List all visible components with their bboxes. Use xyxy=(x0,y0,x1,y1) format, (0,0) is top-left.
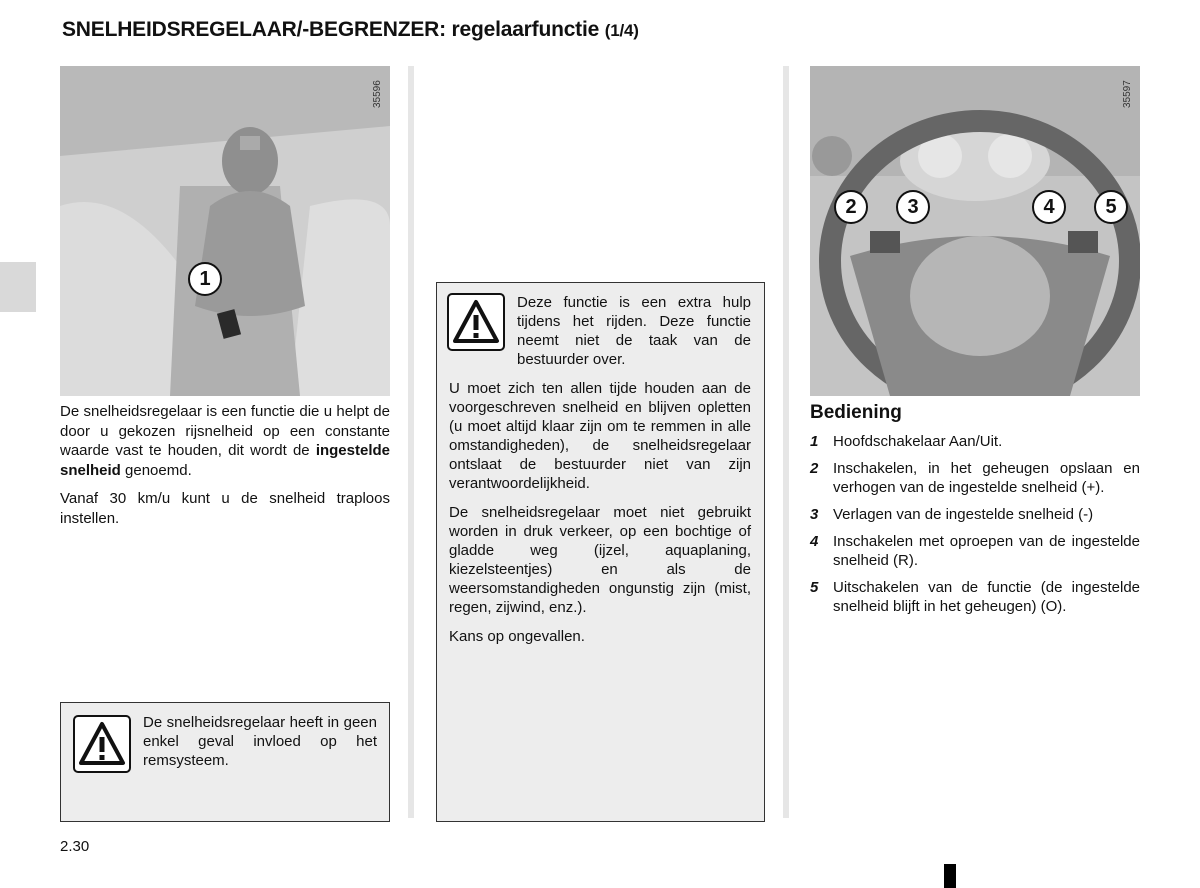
warning-text-brakes: De snelheidsregelaar heeft in geen enkel geval invloed op het remsysteem. xyxy=(143,714,377,769)
list-item xyxy=(810,578,1140,616)
callout-2: 2 xyxy=(834,190,868,224)
intro-text: De snelheidsregelaar is een functie die u helpt de door u gekozen rijsnelheid op een constante waarde vast te houden, dit wordt de xyxy=(60,403,390,459)
warning-box-brakes xyxy=(60,702,390,822)
item-number: 2 xyxy=(810,460,819,477)
section-heading: Bediening xyxy=(810,402,902,423)
callout-4: 4 xyxy=(1032,190,1066,224)
page-title xyxy=(62,18,639,42)
intro-text-end: genoemd. xyxy=(120,461,192,479)
left-body-text xyxy=(60,402,390,537)
chapter-tab xyxy=(0,262,36,312)
list-item xyxy=(810,532,1140,570)
intro-bold-term: ingestelde snelheid xyxy=(60,442,390,479)
item-text: Verlagen van de ingestelde snelheid (-) xyxy=(833,506,1094,523)
page-edge-marker xyxy=(944,864,956,888)
warning-body xyxy=(449,379,751,656)
list-item xyxy=(810,505,1140,524)
item-text: Uitschakelen van de functie (de ingestelde snelheid blijft in het geheugen) (O). xyxy=(833,579,1140,615)
photo-ref-right: 35597 xyxy=(1122,80,1133,108)
title-part: (1/4) xyxy=(604,21,639,40)
photo-ref-left: 35596 xyxy=(372,80,383,108)
title-text: SNELHEIDSREGELAAR/-BEGRENZER: regelaarfunctie xyxy=(62,18,600,41)
warning-triangle-icon xyxy=(73,715,131,773)
column-divider-right xyxy=(783,66,789,818)
warning-para-3: Kans op ongevallen. xyxy=(449,628,585,645)
intro-paragraph xyxy=(60,402,390,480)
item-number: 4 xyxy=(810,533,819,550)
warning-triangle-icon xyxy=(447,293,505,351)
item-text: Inschakelen, in het geheugen opslaan en verhogen van de ingestelde snelheid (+). xyxy=(833,460,1140,496)
warning-box-driving xyxy=(436,282,765,822)
warning-intro: Deze functie is een extra hulp tijdens het rijden. Deze functie neemt niet de taak van de bestuurder over. xyxy=(517,294,751,368)
item-text: Inschakelen met oproepen van de ingestelde snelheid (R). xyxy=(833,533,1140,569)
item-number: 5 xyxy=(810,579,819,596)
warning-para-1: U moet zich ten allen tijde houden aan de voorgeschreven snelheid en blijven opletten (u moet altijd klaar zijn om te remmen in alle omstandigheden), de snelheidsregelaar ontslaat de bestuurder niet van zijn verantwoordelijkheid. xyxy=(449,380,751,492)
item-number: 3 xyxy=(810,506,819,523)
item-text: Hoofdschakelaar Aan/Uit. xyxy=(833,433,1003,450)
page-number: 2.30 xyxy=(60,838,90,855)
steering-wheel-photo xyxy=(810,66,1140,396)
warning-para-2: De snelheidsregelaar moet niet gebruikt worden in druk verkeer, op een bochtige of gladde weg (ijzel, aquaplaning, kiezelsteentjes) en als de weersomstandigheden ongunstig zijn (mist, regen, zijwind, enz.). xyxy=(449,504,751,616)
gear-lever-photo xyxy=(60,66,390,396)
item-number: 1 xyxy=(810,433,819,450)
callout-5: 5 xyxy=(1094,190,1128,224)
callout-1: 1 xyxy=(188,262,222,296)
speed-paragraph: Vanaf 30 km/u kunt u de snelheid traploos instellen. xyxy=(60,490,390,527)
list-item xyxy=(810,459,1140,497)
callout-3: 3 xyxy=(896,190,930,224)
list-item xyxy=(810,432,1140,451)
controls-list xyxy=(810,432,1140,624)
column-divider-left xyxy=(408,66,414,818)
